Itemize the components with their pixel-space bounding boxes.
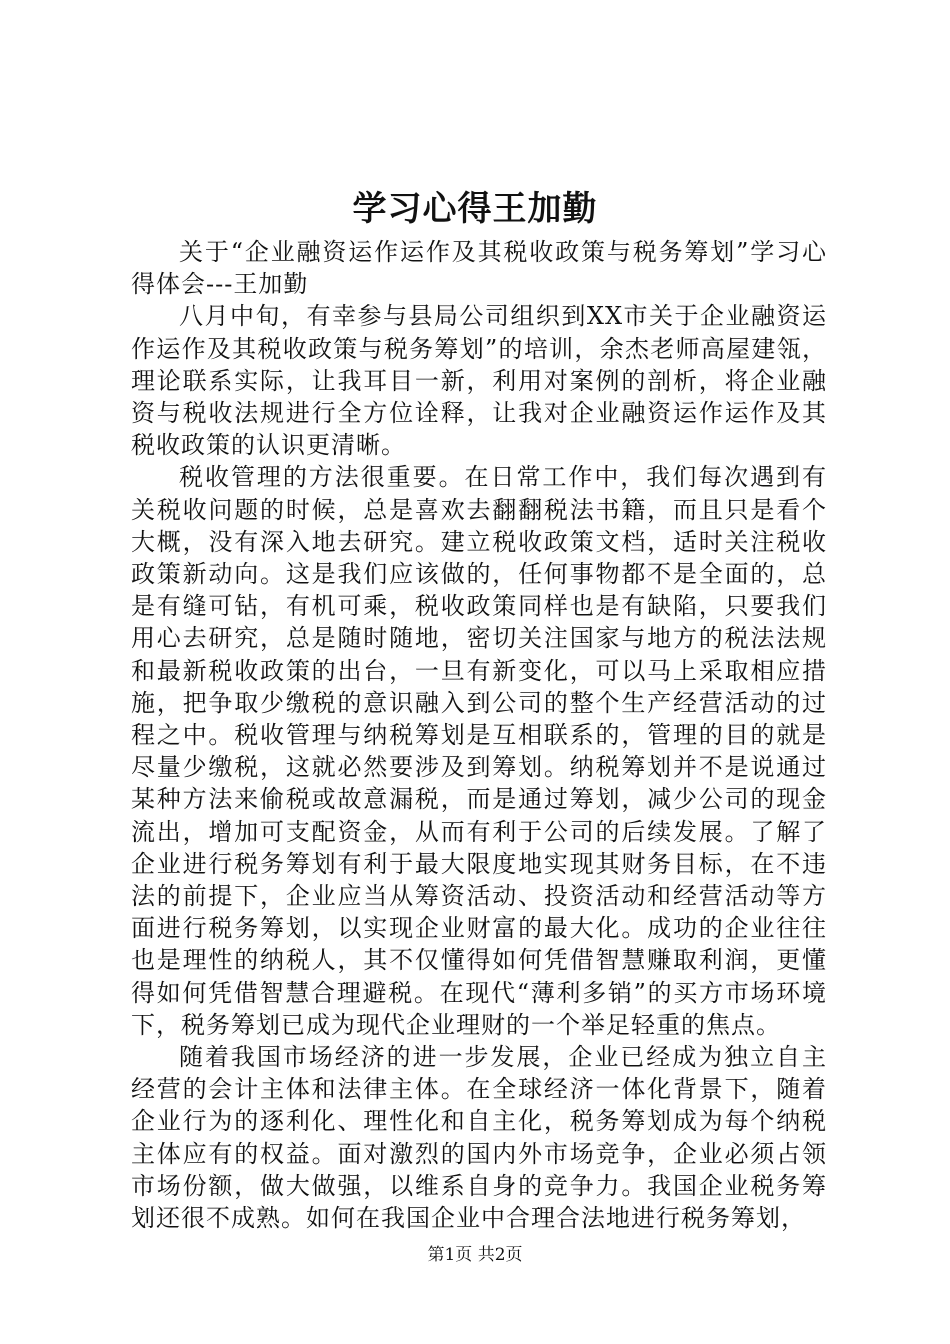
paragraph-3: 随着我国市场经济的进一步发展，企业已经成为独立自主经营的会计主体和法律主体。在全球经济一体化背景下，随着企业行为的逐利化、理性化和自主化，税务筹划成为每个纳税主体应有的权益。面对激烈的国内外市场竞争，企业必须占领市场份额，做大做强，以维系自身的竞争力。我国企业税务筹划还很不成熟。如何在我国企业中合理合法地进行税务筹划， [131,1043,827,1233]
document-body [131,236,827,1234]
page-footer: 第1页 共2页 [427,1245,523,1265]
paragraph-heading-line: 关于“企业融资运作运作及其税收政策与税务筹划”学习心得体会---王加勤 [131,238,827,299]
paragraph-1: 八月中旬，有幸参与县局公司组织到XX市关于企业融资运作运作及其税收政策与税务筹划”的培训，余杰老师高屋建瓴，理论联系实际，让我耳目一新，利用对案例的剖析，将企业融资与税收法规进行全方位诠释，让我对企业融资运作运作及其税收政策的认识更清晰。 [131,302,827,460]
paragraph-2: 税收管理的方法很重要。在日常工作中，我们每次遇到有关税收问题的时候，总是喜欢去翻翻税法书籍，而且只是看个大概，没有深入地去研究。建立税收政策文档，适时关注税收政策新动向。这是我们应该做的，任何事物都不是全面的，总是有缝可钻，有机可乘，税收政策同样也是有缺陷，只要我们用心去研究，总是随时随地，密切关注国家与地方的税法法规和最新税收政策的出台，一旦有新变化，可以马上采取相应措施，把争取少缴税的意识融入到公司的整个生产经营活动的过程之中。税收管理与纳税筹划是互相联系的，管理的目的就是尽量少缴税，这就必然要涉及到筹划。纳税筹划并不是说通过某种方法来偷税或故意漏税，而是通过筹划，减少公司的现金流出，增加可支配资金，从而有利于公司的后续发展。了解了企业进行税务筹划有利于最大限度地实现其财务目标，在不违法的前提下，企业应当从筹资活动、投资活动和经营活动等方面进行税务筹划，以实现企业财富的最大化。成功的企业往往也是理性的纳税人，其不仅懂得如何凭借智慧赚取利润，更懂得如何凭借智慧合理避税。在现代“薄利多销”的买方市场环境下，税务筹划已成为现代企业理财的一个举足轻重的焦点。 [131,463,827,1039]
document-title: 学习心得王加勤 [352,189,598,229]
